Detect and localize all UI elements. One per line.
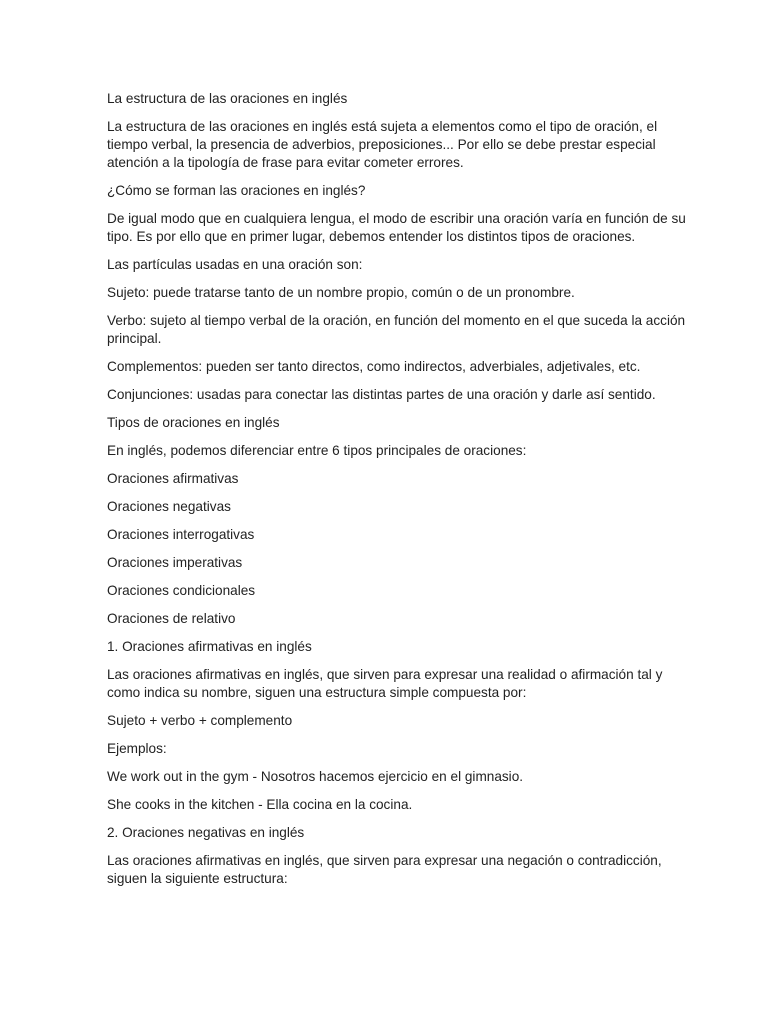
formula-line: Sujeto + verbo + complemento — [107, 713, 293, 728]
intro-paragraph: La estructura de las oraciones en inglés está sujeta a elementos como el tipo de oración, el tiempo verbal, la presencia de adverbios, preposiciones... Por ello se debe prestar especial atención a la tipología de frase para evitar cometer errores. — [107, 119, 658, 170]
list-item: Oraciones negativas — [107, 499, 231, 514]
section-heading: 2. Oraciones negativas en inglés — [107, 825, 305, 840]
document-title: La estructura de las oraciones en inglés — [107, 91, 348, 106]
example-sentence: She cooks in the kitchen - Ella cocina en la cocina. — [107, 797, 413, 812]
paragraph: Sujeto: puede tratarse tanto de un nombre propio, común o de un pronombre. — [107, 285, 575, 300]
list-item: Oraciones de relativo — [107, 611, 236, 626]
paragraph: Las oraciones afirmativas en inglés, que sirven para expresar una realidad o afirmación tal y como indica su nombre, siguen una estructura simple compuesta por: — [107, 667, 663, 700]
list-item: Oraciones interrogativas — [107, 527, 255, 542]
section-heading: 1. Oraciones afirmativas en inglés — [107, 639, 312, 654]
list-item: Oraciones condicionales — [107, 583, 256, 598]
paragraph: Las partículas usadas en una oración son: — [107, 257, 363, 272]
list-item: Oraciones imperativas — [107, 555, 243, 570]
paragraph: En inglés, podemos diferenciar entre 6 tipos principales de oraciones: — [107, 443, 527, 458]
paragraph: Verbo: sujeto al tiempo verbal de la oración, en función del momento en el que suceda la acción principal. — [107, 313, 686, 346]
example-sentence: We work out in the gym - Nosotros hacemos ejercicio en el gimnasio. — [107, 769, 524, 784]
paragraph: Conjunciones: usadas para conectar las distintas partes de una oración y darle así sentido. — [107, 387, 656, 402]
section-heading: Tipos de oraciones en inglés — [107, 415, 280, 430]
examples-label: Ejemplos: — [107, 741, 167, 756]
section-heading: ¿Cómo se forman las oraciones en inglés? — [107, 183, 366, 198]
paragraph: Complementos: pueden ser tanto directos, como indirectos, adverbiales, adjetivales, etc. — [107, 359, 641, 374]
list-item: Oraciones afirmativas — [107, 471, 239, 486]
paragraph: De igual modo que en cualquiera lengua, el modo de escribir una oración varía en función de su tipo. Es por ello que en primer lugar, debemos entender los distintos tipos de oraciones. — [107, 211, 686, 244]
paragraph: Las oraciones afirmativas en inglés, que sirven para expresar una negación o contradicción, siguen la siguiente estructura: — [107, 853, 662, 886]
